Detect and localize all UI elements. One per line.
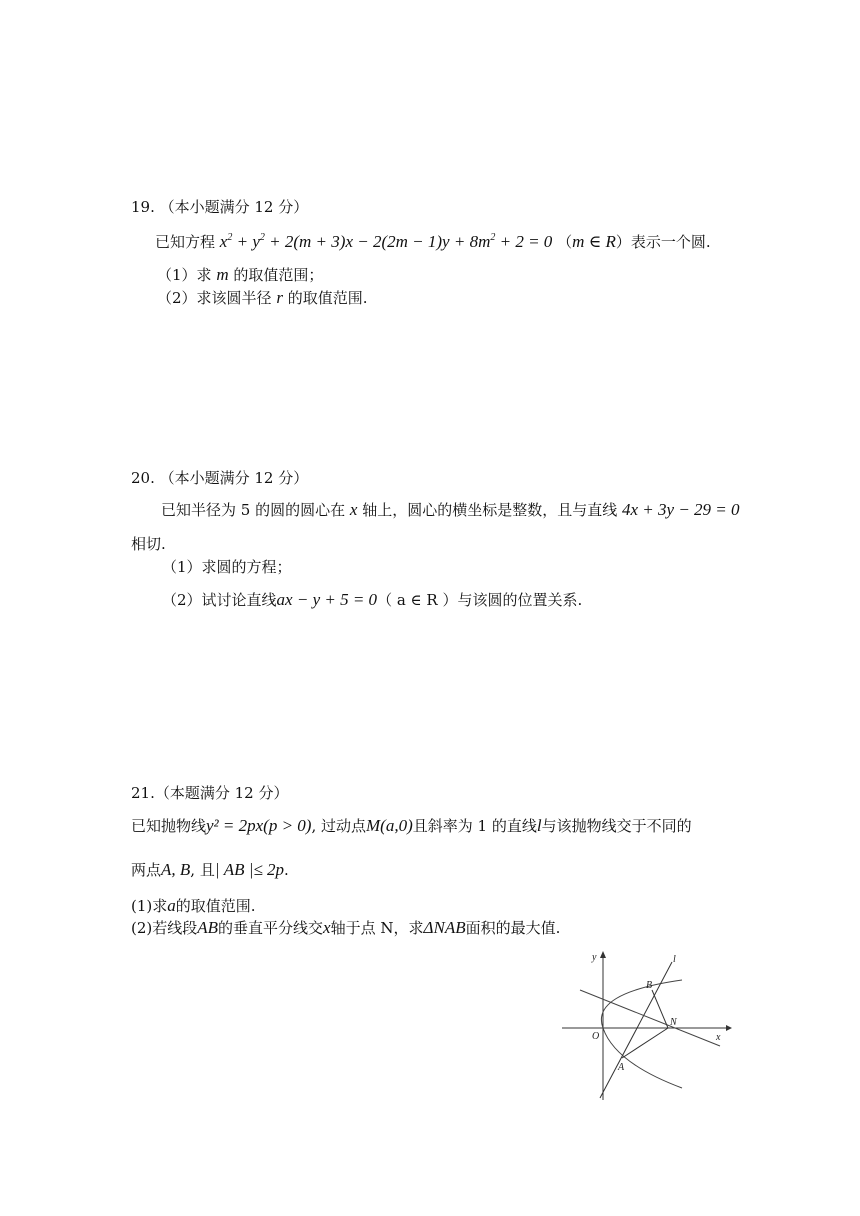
q20-title: 20. （本小题满分 12 分） [131,469,309,487]
q21-statement-line2: 两点A, B, 且| AB |≤ 2p. [131,860,289,879]
q20-part1: （1）求圆的方程； [162,558,292,576]
q19-prefix: 已知方程 [155,233,216,251]
q19-equation: $x^2 + y^2 + 2(m + 3)x - 2(2m - 1)y + 8m^2 + 2 = 0$ [219,232,553,251]
label-l: l [673,954,676,965]
q19-statement: 已知方程 $x^2 + y^2 + 2(m + 3)x - 2(2m - 1)y + 8m^2 + 2 = 0$ （m ∈ R）表示一个圆. [155,232,711,251]
parabola-figure [560,948,732,1104]
q21-statement-line1: 已知抛物线y² = 2px(p > 0), 过动点M(a,0)且斜率为 1 的直线l与该抛物线交于不同的 [131,816,692,835]
label-B: B [646,980,653,991]
q19-title: 19. （本小题满分 12 分） [131,198,309,216]
line-l [600,962,672,1098]
label-N: N [670,1017,677,1028]
label-x: x [716,1032,721,1043]
q20-statement-line1: 已知半径为 5 的圆的圆心在 x 轴上，圆心的横坐标是整数，且与直线 4x + 3y − 29 = 0 [161,500,740,519]
y-axis-arrow [600,951,606,958]
label-y: y [592,952,597,963]
label-A: A [618,1062,625,1073]
q21-title: 21.（本题满分 12 分） [131,784,289,802]
q21-part2: (2)若线段AB的垂直平分线交x轴于点 N，求ΔNAB面积的最大值. [131,918,561,937]
x-axis-arrow [726,1025,732,1031]
q20-statement-line2: 相切. [131,535,166,553]
q20-part2: （2）试讨论直线ax − y + 5 = 0（ a ∈ R ）与该圆的位置关系. [162,590,583,609]
q21-part1: (1)求a的取值范围. [131,896,256,915]
label-O: O [592,1031,600,1042]
q19-part2: （2）求该圆半径 r 的取值范围. [157,288,368,307]
q19-part1: （1）求 m 的取值范围； [157,265,324,284]
